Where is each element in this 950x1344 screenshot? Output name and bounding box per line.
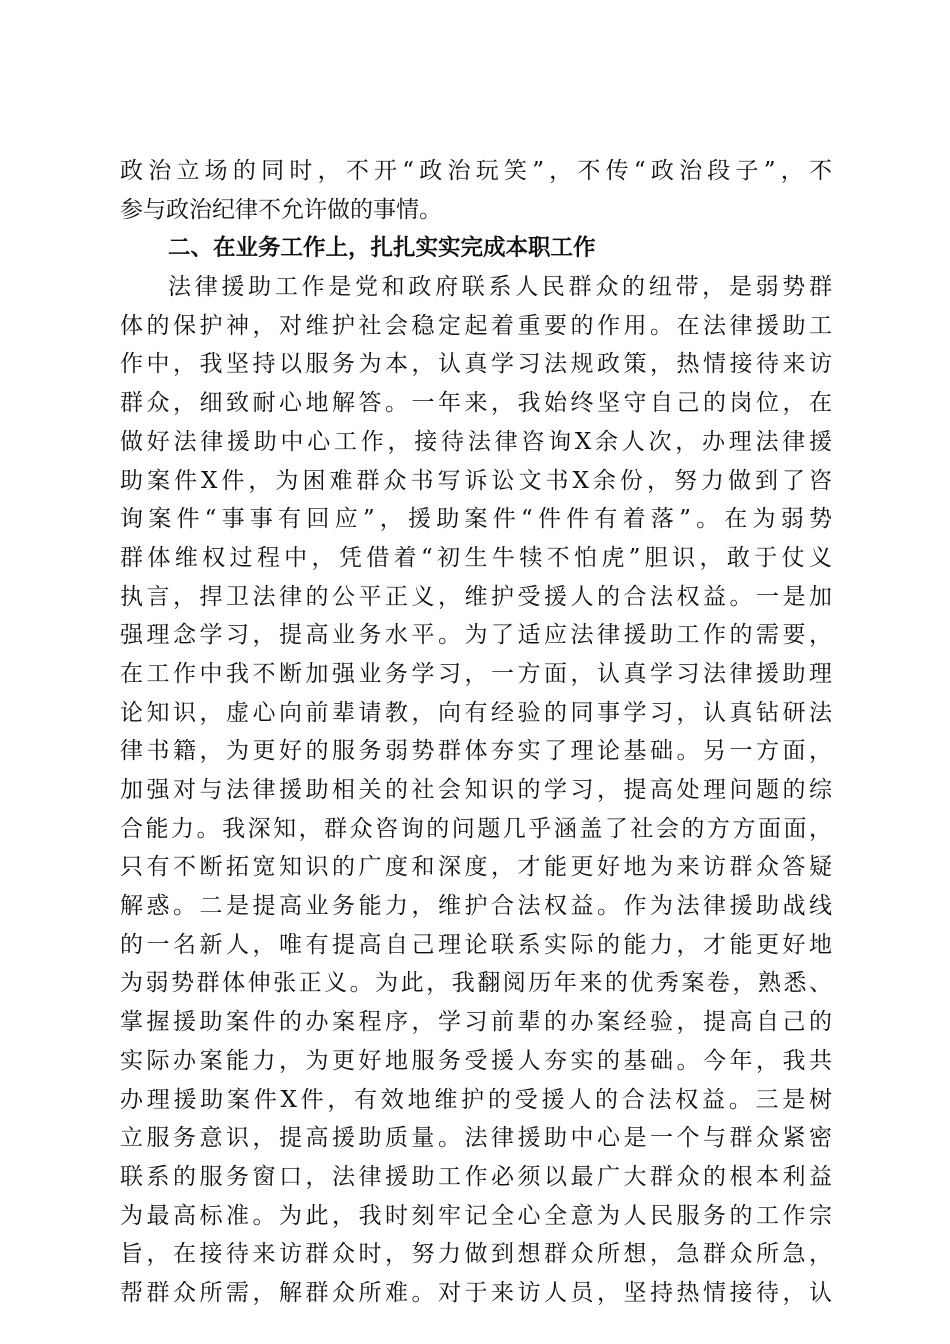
text-line: 强理念学习，提高业务水平。为了适应法律援助工作的需要， xyxy=(120,622,832,649)
text-line: 为弱势群体伸张正义。为此，我翻阅历年来的优秀案卷，熟悉、 xyxy=(120,970,832,997)
text-line: 律书籍，为更好的服务弱势群体夯实了理论基础。另一方面， xyxy=(120,738,832,765)
text-line: 为最高标准。为此，我时刻牢记全心全意为人民服务的工作宗 xyxy=(120,1202,832,1229)
text-line: 询案件“事事有回应”，援助案件“件件有着落”。在为弱势 xyxy=(120,506,832,533)
text-line: 执言，捍卫法律的公平正义，维护受援人的合法权益。一是加 xyxy=(120,583,832,610)
text-line: 掌握援助案件的办案程序，学习前辈的办案经验，提高自己的 xyxy=(120,1009,832,1036)
text-line: 群众，细致耐心地解答。一年来，我始终坚守自己的岗位，在 xyxy=(120,390,832,417)
text-line: 解惑。二是提高业务能力，维护合法权益。作为法律援助战线 xyxy=(120,893,832,920)
text-line: 参与政治纪律不允许做的事情。 xyxy=(120,196,442,223)
text-line: 实际办案能力，为更好地服务受援人夯实的基础。今年，我共 xyxy=(120,1047,832,1074)
text-line: 政治立场的同时，不开“政治玩笑”，不传“政治段子”，不 xyxy=(120,158,832,184)
document-body xyxy=(120,152,832,1313)
text-line: 联系的服务窗口，法律援助工作必须以最广大群众的根本利益 xyxy=(120,1163,832,1190)
text-line: 只有不断拓宽知识的广度和深度，才能更好地为来访群众答疑 xyxy=(120,854,832,881)
text-line: 体的保护神，对维护社会稳定起着重要的作用。在法律援助工 xyxy=(120,312,832,339)
text-line: 立服务意识，提高援助质量。法律援助中心是一个与群众紧密 xyxy=(120,1125,832,1152)
text-line: 旨，在接待来访群众时，努力做到想群众所想，急群众所急， xyxy=(120,1241,832,1268)
text-line: 论知识，虚心向前辈请教，向有经验的同事学习，认真钻研法 xyxy=(120,699,832,726)
text-line: 加强对与法律援助相关的社会知识的学习，提高处理问题的综 xyxy=(120,777,832,803)
paragraph-first-line: 法律援助工作是党和政府联系人民群众的纽带，是弱势群 xyxy=(168,274,832,301)
text-line: 群体维权过程中，凭借着“初生牛犊不怕虎”胆识，敢于仗义 xyxy=(120,544,832,571)
section-heading: 二、在业务工作上，扎扎实实完成本职工作 xyxy=(168,235,596,262)
text-line: 作中，我坚持以服务为本，认真学习法规政策，热情接待来访 xyxy=(120,351,832,378)
text-line: 的一名新人，唯有提高自己理论联系实际的能力，才能更好地 xyxy=(120,931,832,958)
text-line: 做好法律援助中心工作，接待法律咨询X余人次，办理法律援 xyxy=(120,428,832,455)
text-line: 帮群众所需，解群众所难。对于来访人员，坚持热情接待，认 xyxy=(120,1279,832,1306)
text-line: 在工作中我不断加强业务学习，一方面，认真学习法律援助理 xyxy=(120,660,832,687)
text-line: 助案件X件，为困难群众书写诉讼文书X余份，努力做到了咨 xyxy=(120,467,832,494)
text-line: 办理援助案件X件，有效地维护的受援人的合法权益。三是树 xyxy=(120,1086,832,1113)
text-line: 合能力。我深知，群众咨询的问题几乎涵盖了社会的方方面面， xyxy=(120,815,832,842)
